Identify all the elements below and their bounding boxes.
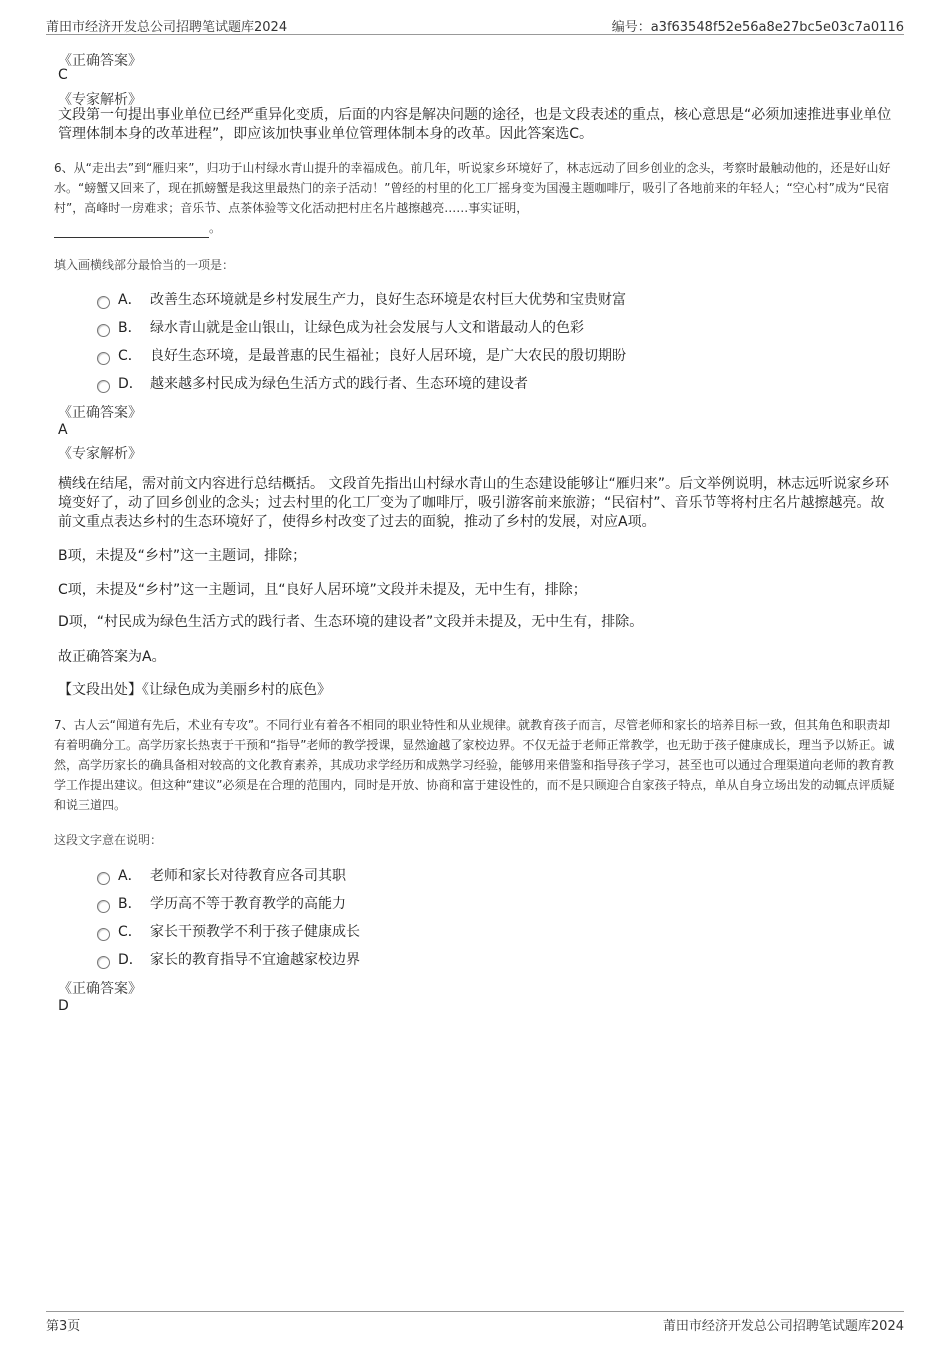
q6-conclusion: 故正确答案为A。 bbox=[58, 649, 166, 665]
q6-analysis-label: 《专家解析》 bbox=[58, 446, 142, 462]
option-text: 学历高不等于教育教学的高能力 bbox=[150, 896, 346, 912]
option-letter: D． bbox=[118, 376, 143, 392]
q7-prompt: 这段文字意在说明： bbox=[54, 833, 163, 847]
radio-button[interactable] bbox=[97, 900, 110, 913]
option-text: 越来越多村民成为绿色生活方式的践行者、生态环境的建设者 bbox=[150, 376, 528, 392]
option-letter: C． bbox=[118, 924, 142, 940]
header-code: 编号：a3f63548f52e56a8e27bc5e03c7a0116 bbox=[611, 20, 904, 35]
option-text: 老师和家长对待教育应各司其职 bbox=[150, 868, 346, 884]
q6-question-text bbox=[54, 158, 899, 238]
q7-answer: D bbox=[58, 998, 69, 1014]
radio-button[interactable] bbox=[97, 380, 110, 393]
option-text: 家长的教育指导不宜逾越家校边界 bbox=[150, 952, 360, 968]
radio-button[interactable] bbox=[97, 956, 110, 969]
q6-option-b[interactable] bbox=[97, 317, 584, 337]
q6-para-b: B项，未提及“乡村”这一主题词，排除； bbox=[58, 548, 307, 564]
q6-prompt: 填入画横线部分最恰当的一项是： bbox=[54, 258, 235, 272]
option-text: 家长干预教学不利于孩子健康成长 bbox=[150, 924, 360, 940]
option-letter: B． bbox=[118, 896, 142, 912]
radio-button[interactable] bbox=[97, 324, 110, 337]
radio-button[interactable] bbox=[97, 928, 110, 941]
option-text: 良好生态环境，是最普惠的民生福祉；良好人居环境，是广大农民的殷切期盼 bbox=[150, 348, 626, 364]
page-header bbox=[46, 14, 904, 35]
footer-page-number: 第3页 bbox=[46, 1319, 81, 1334]
option-letter: C． bbox=[118, 348, 142, 364]
page-footer bbox=[46, 1311, 904, 1334]
option-text: 改善生态环境就是乡村发展生产力，良好生态环境是农村巨大优势和宝贵财富 bbox=[150, 292, 626, 308]
q7-option-c[interactable] bbox=[97, 921, 360, 941]
q5-answer: C bbox=[58, 67, 68, 83]
option-letter: B． bbox=[118, 320, 142, 336]
q6-blank bbox=[54, 225, 209, 238]
q7-answer-label: 《正确答案》 bbox=[58, 981, 142, 997]
q7-option-a[interactable] bbox=[97, 865, 346, 885]
q6-blank-tail: 。 bbox=[209, 221, 222, 235]
radio-button[interactable] bbox=[97, 352, 110, 365]
q6-option-a[interactable] bbox=[97, 289, 626, 309]
q5-analysis-label: 《专家解析》 bbox=[58, 92, 142, 108]
q7-option-d[interactable] bbox=[97, 949, 360, 969]
q7-option-b[interactable] bbox=[97, 893, 346, 913]
q6-option-d[interactable] bbox=[97, 373, 528, 393]
q6-para-c: C项，未提及“乡村”这一主题词，且“良好人居环境”文段并未提及，无中生有，排除； bbox=[58, 582, 587, 598]
footer-title: 莆田市经济开发总公司招聘笔试题库2024 bbox=[662, 1319, 904, 1334]
option-letter: A． bbox=[118, 292, 142, 308]
q6-question-body: 6、从“走出去”到“雁归来”，归功于山村绿水青山提升的幸福成色。前几年，听说家乡环境好了，林志远动了回乡创业的念头，考察时最触动他的，还是好山好水。“螃蟹又回来了，现在抓螃蟹是我这里最热门的亲子活动！”曾经的村里的化工厂摇身变为国漫主题咖啡厅，吸引了各地前来的年轻人；“空心村”成为“民宿村”，高峰时一房难求；音乐节、点茶体验等文化活动把村庄名片越擦越亮……事实证明， bbox=[54, 161, 891, 215]
q5-analysis: 文段第一句提出事业单位已经严重异化变质，后面的内容是解决问题的途径，也是文段表述的重点，核心意思是“必须加速推进事业单位管理体制本身的改革进程”，即应该加快事业单位管理体制本身的改革。因此答案选C。 bbox=[58, 107, 892, 142]
radio-button[interactable] bbox=[97, 872, 110, 885]
q6-answer: A bbox=[58, 422, 68, 438]
header-title: 莆田市经济开发总公司招聘笔试题库2024 bbox=[46, 20, 288, 35]
radio-button[interactable] bbox=[97, 296, 110, 309]
q6-analysis: 横线在结尾，需对前文内容进行总结概括。 文段首先指出山村绿水青山的生态建设能够让“雁归来”。后文举例说明，林志远听说家乡环境变好了，动了回乡创业的念头；过去村里的化工厂变为了咖啡厅，吸引游客前来旅游；“民宿村”、音乐节等将村庄名片越擦越亮。故前文重点表达乡村的生态环境好了，使得乡村改变了过去的面貌，推动了乡村的发展，对应A项。 bbox=[58, 476, 889, 530]
q5-answer-label: 《正确答案》 bbox=[58, 53, 142, 69]
q6-answer-label: 《正确答案》 bbox=[58, 405, 142, 421]
q6-source: 【文段出处】《让绿色成为美丽乡村的底色》 bbox=[58, 682, 331, 698]
q6-option-c[interactable] bbox=[97, 345, 626, 365]
q6-para-d: D项，“村民成为绿色生活方式的践行者、生态环境的建设者”文段并未提及，无中生有，排除。 bbox=[58, 614, 644, 630]
q7-question-text: 7、古人云“闻道有先后，术业有专攻”。不同行业有着各不相同的职业特性和从业规律。就教育孩子而言，尽管老师和家长的培养目标一致，但其角色和职责却有着明确分工。高学历家长热衷于干预和“指导”老师的教学授课，显然逾越了家校边界。不仅无益于老师正常教学，也无助于孩子健康成长，理当予以矫正。诚然，高学历家长的确具备相对较高的文化教育素养，其成功求学经历和成熟学习经验，能够用来借鉴和指导孩子学习，甚至也可以通过合理渠道向老师的教育教学工作提出建议。但这种“建议”必须是在合理的范围内，同时是开放、协商和富于建设性的，而不是只顾迎合自家孩子特点，单从自身立场出发的动辄点评质疑和说三道四。 bbox=[54, 718, 895, 812]
option-text: 绿水青山就是金山银山，让绿色成为社会发展与人文和谐最动人的色彩 bbox=[150, 320, 584, 336]
option-letter: D． bbox=[118, 952, 143, 968]
option-letter: A． bbox=[118, 868, 142, 884]
